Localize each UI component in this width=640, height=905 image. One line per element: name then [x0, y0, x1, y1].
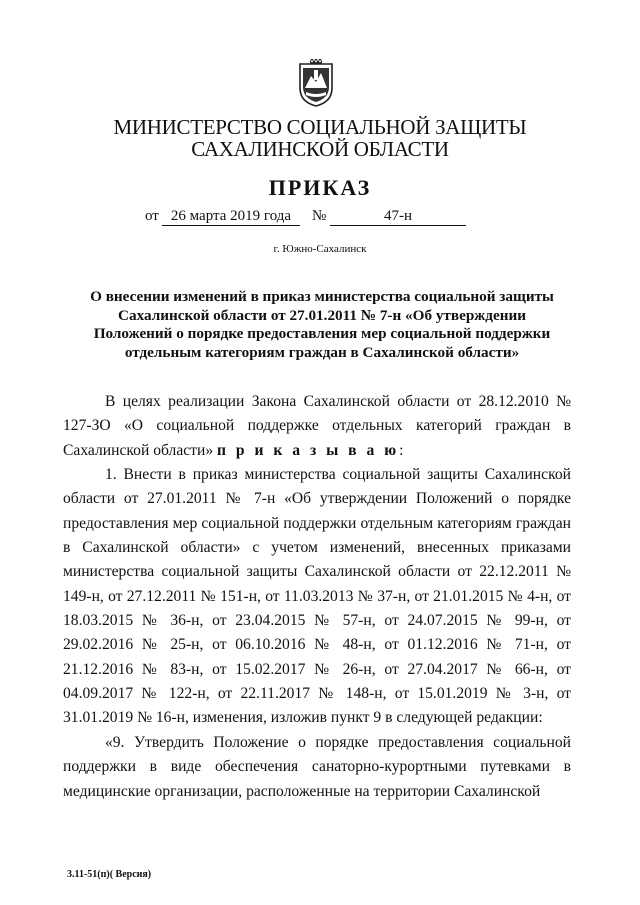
number-prefix: №: [312, 208, 327, 224]
decree-word: п р и к а з ы в а ю: [217, 441, 400, 459]
city-name: г. Южно-Сахалинск: [273, 243, 367, 255]
coat-of-arms-icon: [296, 58, 336, 108]
order-date: 26 марта 2019 года: [162, 207, 300, 226]
ministry-name-line1: МИНИСТЕРСТВО СОЦИАЛЬНОЙ ЗАЩИТЫ: [113, 115, 527, 139]
order-title: ПРИКАЗ: [268, 175, 372, 200]
document-version-code: 3.11-51(п)( Версия): [67, 869, 152, 880]
date-prefix: от: [145, 208, 159, 224]
item-1-paragraph: 1. Внести в приказ министерства социальной защиты Сахалинской области от 27.01.2011 № 7-н «Об утверждении Положений о порядке предоставления мер социальной поддержки отдельным категориям граждан в Сахалинской области» с учетом изменений, внесенных приказами министерства социальной защиты Сахалинской области от 22.12.2011 № 149-н, от 27.12.2011 № 151-н, от 11.03.2013 № 37-н, от 21.01.2015 № 4-н, от 18.03.2015 № 36-н, от 23.04.2015 № 57-н, от 24.07.2015 № 99-н, от 29.02.2016 № 25-н, от 06.10.2016 № 48-н, от 01.12.2016 № 71-н, от 21.12.2016 № 83-н, от 15.02.2017 № 26-н, от 27.04.2017 № 66-н, от 04.09.2017 № 122-н, от 22.11.2017 № 148-н, от 15.01.2019 № 3-н, от 31.01.2019 № 16-н, изменения, изложив пункт 9 в следующей редакции:: [63, 466, 571, 727]
order-number: 47-н: [330, 207, 466, 226]
order-body: [63, 390, 571, 804]
item-9-paragraph: «9. Утвердить Положение о порядке предоставления социальной поддержки в виде обеспечения санаторно-курортными путевками в медицинские организации, расположенные на территории Сахалинской: [63, 733, 571, 800]
decree-colon: :: [399, 441, 404, 459]
intro-text: В целях реализации Закона Сахалинской области от 28.12.2010 № 127-ЗО «О социальной поддержке отдельных категорий граждан в Сахалинской области»: [63, 393, 571, 459]
order-subject: О внесении изменений в приказ министерства социальной защиты Сахалинской области от 27.01.2011 № 7-н «Об утверждении Положений о порядке предоставления мер социальной поддержки отдельным категориям граждан в Сахалинской области»: [90, 288, 554, 361]
ministry-name-line2: САХАЛИНСКОЙ ОБЛАСТИ: [191, 137, 449, 161]
intro-paragraph: [63, 390, 571, 463]
